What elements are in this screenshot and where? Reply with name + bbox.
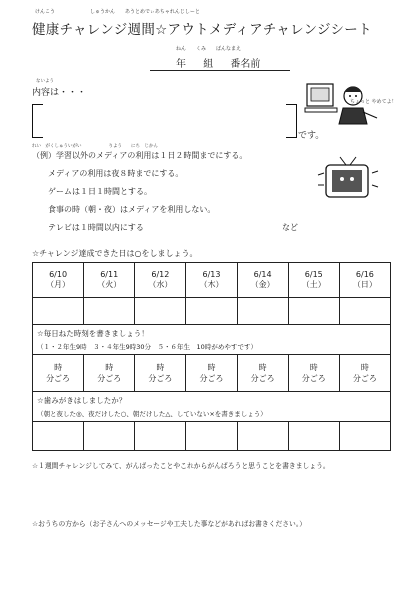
achievement-cell[interactable]	[186, 298, 237, 324]
achievement-cell[interactable]	[289, 298, 340, 324]
achievement-cell[interactable]	[238, 298, 289, 324]
family-prompt: ☆おうちの方から（お子さんへのメッセージや工夫した事などがあればお書きください。）	[32, 520, 307, 528]
example-line-4: テレビは１時間以内にする	[48, 223, 144, 232]
achievement-cell[interactable]	[33, 298, 84, 324]
teeth-cell[interactable]	[289, 422, 340, 450]
name-underline	[150, 70, 290, 71]
achievement-cell[interactable]	[135, 298, 186, 324]
bedtime-cell[interactable]: 時 分ごろ	[135, 355, 186, 391]
content-bracket-right	[286, 104, 297, 138]
date-row	[33, 263, 390, 298]
teeth-cell[interactable]	[238, 422, 289, 450]
achievement-row	[33, 298, 390, 325]
nen-label: 年	[176, 59, 186, 70]
title-ruby: けんこう しゅうかん あうとめでぃあちゃれんじしーと	[35, 9, 200, 15]
speech-bubble-text: ちょっと やめてよ！	[350, 99, 397, 105]
day-header: 6/12 （水）	[135, 263, 186, 297]
bedtime-cell[interactable]: 時 分ごろ	[352, 363, 377, 383]
example-nado: など	[282, 223, 298, 232]
teeth-cell[interactable]	[84, 422, 135, 450]
challenge-grid	[32, 262, 391, 451]
bedtime-row	[33, 355, 390, 392]
teeth-cell[interactable]	[33, 422, 84, 450]
example-line-2: ゲームは１日１時間とする。	[48, 187, 152, 196]
example-line-1: メディアの利用は夜８時までにする。	[48, 169, 184, 178]
day-header: 6/14 （金）	[238, 263, 289, 297]
achievement-cell[interactable]	[84, 298, 135, 324]
achievement-cell[interactable]	[340, 298, 390, 324]
teeth-row	[33, 422, 390, 450]
bedtime-sub: （１・２年生9時 ３・４年生9時30分 ５・６年生 10時がめやすです）	[37, 343, 258, 351]
day-header: 6/15 （土）	[289, 263, 340, 297]
teeth-section	[33, 392, 390, 422]
day-header: 6/11 （火）	[84, 263, 135, 297]
content-label: 内容は・・・	[32, 88, 87, 98]
teeth-cell[interactable]	[340, 422, 390, 450]
teeth-cell[interactable]	[135, 422, 186, 450]
name-row-ruby: ねん くみ ばんなまえ	[176, 46, 242, 52]
bedtime-cell[interactable]: 時 分ごろ	[33, 355, 84, 391]
content-bracket-left	[32, 104, 43, 138]
day-header: 6/13 （木）	[186, 263, 237, 297]
bedtime-cell[interactable]: 時 分ごろ	[238, 355, 289, 391]
teeth-sub: （朝と夜した◎、夜だけした○、朝だけした△、していない×を書きましょう）	[37, 410, 267, 418]
ban-name-label: 番名前	[230, 59, 261, 70]
teeth-heading: ☆歯みがきはしましたか？	[37, 396, 127, 405]
tv-illustration	[316, 155, 380, 205]
name-row	[176, 55, 260, 70]
bedtime-heading: ☆毎日ねた時刻を書きましょう！	[37, 329, 149, 338]
bedtime-cell[interactable]: 時 分ごろ	[84, 355, 135, 391]
teeth-cell[interactable]	[186, 422, 237, 450]
day-header: 6/10 （月）	[33, 263, 84, 297]
bedtime-section	[33, 325, 390, 355]
example-ruby: れい がくしゅういがい りよう にち じかん	[32, 144, 158, 149]
day-header: 6/16 （日）	[352, 270, 377, 289]
example-line-3: 食事の時（朝・夜）はメディアを利用しない。	[48, 205, 216, 214]
challenge-heading: ☆チャレンジ達成できた日は○をしましょう。	[32, 249, 198, 258]
reflection-prompt: ☆１週間チャレンジしてみて、がんばったことやこれからがんばろうと思うことを書きましょう。	[32, 462, 330, 470]
example-lead: （例）学習以外のメディアの利用は１日２時間までにする。	[32, 151, 248, 160]
bedtime-cell[interactable]: 時 分ごろ	[289, 355, 340, 391]
page-title: 健康チャレンジ週間☆アウトメディアチャレンジシート	[32, 22, 372, 38]
bedtime-cell[interactable]: 時 分ごろ	[186, 355, 237, 391]
content-ruby: ないよう	[36, 79, 54, 84]
content-desu: です。	[298, 131, 325, 141]
kumi-label: 組	[203, 59, 214, 70]
